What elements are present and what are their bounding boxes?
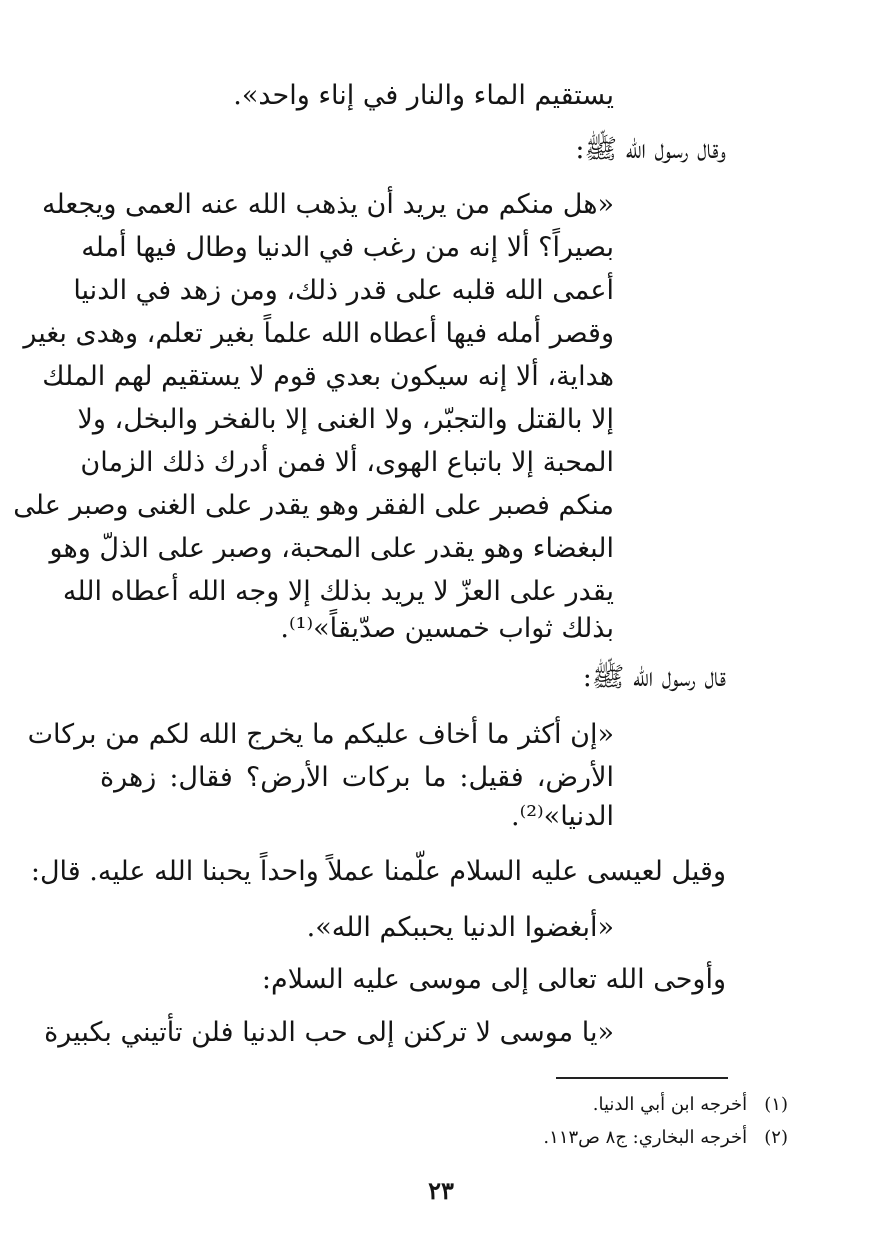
quote-line: «إن أكثر ما أخاف عليكم ما يخرج الله لكم من بركات [27, 719, 614, 750]
footnote-text: أخرجه البخاري: ج٨ ص١١٣. [543, 1127, 748, 1148]
footnote-divider [556, 1077, 728, 1079]
text-line: يستقيم الماء والنار في إناء واحد». [233, 80, 614, 111]
quote-line: «أبغضوا الدنيا يحببكم الله». [306, 912, 614, 943]
footnote-number: (١) [764, 1094, 788, 1115]
quote-line: الأرض، فقيل: ما بركات الأرض؟ فقال: زهرة [100, 762, 614, 793]
quote-line: الدنيا»⁽²⁾. [511, 801, 614, 832]
section-heading: وقيل لعيسى عليه السلام علّمنا عملاً واحداً يحبنا الله عليه. قال: [30, 856, 726, 887]
quote-line: المحبة إلا باتباع الهوى، ألا فمن أدرك ذلك الزمان [80, 447, 614, 478]
quote-line: بذلك ثواب خمسين صدّيقاً»⁽¹⁾. [280, 613, 614, 644]
page-number: ٢٣ [428, 1176, 454, 1205]
footnote-text: أخرجه ابن أبي الدنيا. [592, 1094, 748, 1115]
quote-line: يقدر على العزّ لا يريد بذلك إلا وجه الله أعطاه الله [62, 576, 614, 607]
section-heading: قال رسول الله ﷺ: [582, 662, 726, 693]
quote-line: هداية، ألا إنه سيكون بعدي قوم لا يستقيم لهم الملك [42, 361, 614, 392]
footnote [543, 1124, 788, 1152]
quote-line: البغضاء وهو يقدر على المحبة، وصبر على الذلّ وهو [49, 533, 614, 564]
section-heading: وقال رسول الله ﷺ: [575, 134, 726, 165]
quote-line: «هل منكم من يريد أن يذهب الله عنه العمى ويجعله [42, 189, 614, 220]
quote-line: وقصر أمله فيها أعطاه الله علماً بغير تعلم، وهدى بغير [23, 318, 614, 349]
footnote-number: (٢) [764, 1127, 788, 1148]
quote-line: بصيراً؟ ألا إنه من رغب في الدنيا وطال فيها أمله [81, 232, 614, 263]
quote-line: إلا بالقتل والتجبّر، ولا الغنى إلا بالفخر والبخل، ولا [77, 404, 614, 435]
quote-line: «يا موسى لا تركنن إلى حب الدنيا فلن تأتيني بكبيرة [44, 1017, 614, 1048]
quote-line: أعمى الله قلبه على قدر ذلك، ومن زهد في الدنيا [73, 275, 614, 306]
footnote [593, 1091, 788, 1119]
quote-line: منكم فصبر على الفقر وهو يقدر على الغنى وصبر على [13, 490, 614, 521]
section-heading: وأوحى الله تعالى إلى موسى عليه السلام: [261, 964, 726, 995]
